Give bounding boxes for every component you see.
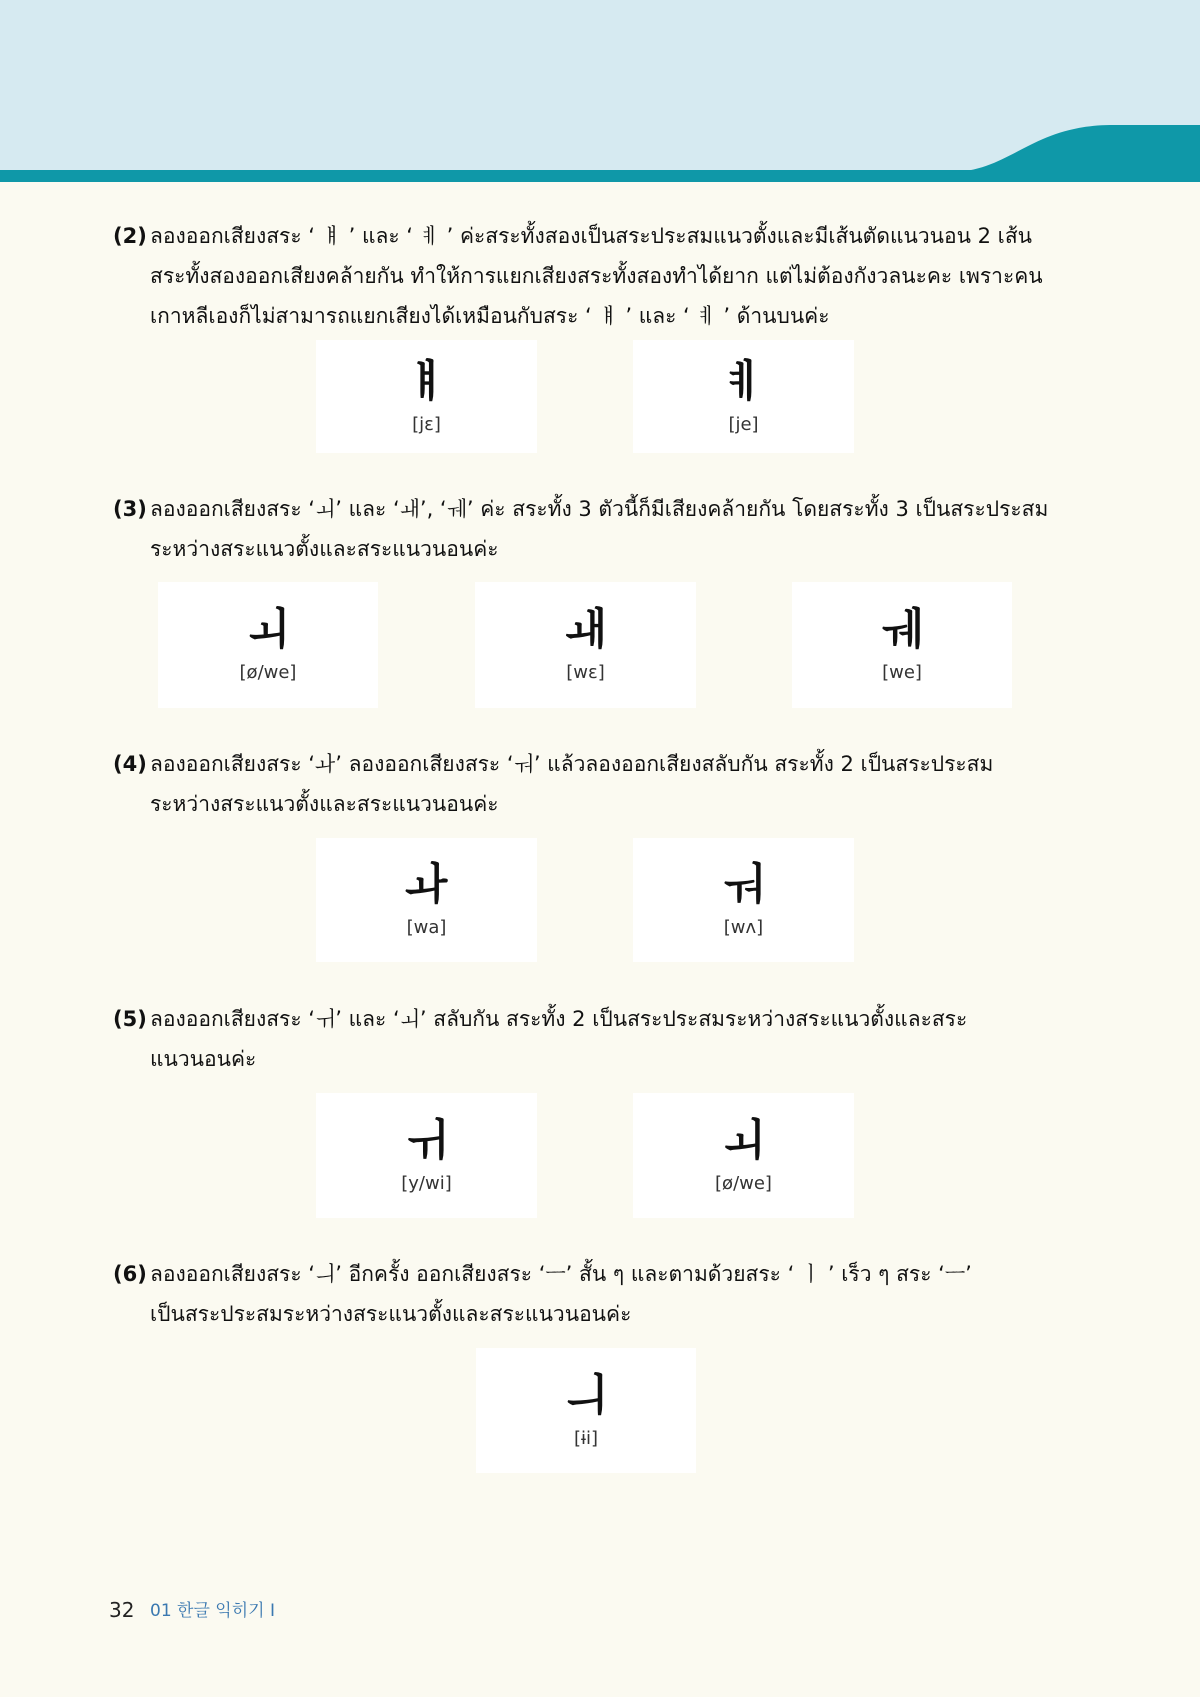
- instruction-line: เป็นสระประสมระหว่างสระแนวตั้งและสระแนวนอนค่ะ: [150, 1302, 632, 1326]
- instruction-line: ระหว่างสระแนวตั้งและสระแนวนอนค่ะ: [150, 537, 499, 561]
- vowel-glyph: ㅘ: [405, 859, 448, 910]
- ipa-label: [ø/we]: [239, 662, 297, 683]
- vowel-card: [158, 582, 378, 708]
- instruction-line: เกาหลีเองก็ไม่สามารถแยกเสียงได้เหมือนกับสระ ‘ ㅒ ’ และ ‘ ㅖ ’ ด้านบนค่ะ: [150, 304, 830, 328]
- section-number: (4): [113, 752, 147, 776]
- instruction-line: ลองออกเสียงสระ ‘ ㅒ ’ และ ‘ ㅖ ’ ค่ะสระทั้งสองเป็นสระประสมแนวตั้งและมีเส้นตัดแนวนอน 2 เส้น: [150, 224, 1033, 248]
- vowel-glyph: ㅚ: [246, 604, 290, 655]
- section-number: (6): [113, 1262, 147, 1286]
- instruction-text: [150, 216, 1160, 336]
- vowel-card: [316, 1093, 537, 1218]
- instruction-line: ลองออกเสียงสระ ‘ㅘ’ ลองออกเสียงสระ ‘ㅝ’ แล้วลองออกเสียงสลับกัน สระทั้ง 2 เป็นสระประสม: [150, 752, 994, 776]
- vowel-glyph: ㅖ: [722, 355, 765, 407]
- vowel-card: [633, 340, 854, 453]
- section-number: (5): [113, 1007, 147, 1031]
- ipa-label: [we]: [882, 662, 922, 683]
- chapter-title: 01 한글 익히기 I: [150, 1601, 275, 1621]
- instruction-line: สระทั้งสองออกเสียงคล้ายกัน ทำให้การแยกเสียงสระทั้งสองทำได้ยาก แต่ไม่ต้องกังวลนะคะ เพราะคน: [150, 264, 1043, 288]
- ipa-label: [wʌ]: [723, 917, 764, 938]
- vowel-glyph: ㅢ: [564, 1369, 608, 1421]
- vowel-card: [316, 838, 537, 962]
- instruction-line: ลองออกเสียงสระ ‘ㅢ’ อีกครั้ง ออกเสียงสระ ‘ㅡ’ สั้น ๆ และตามด้วยสระ ‘ ㅣ ’ เร็ว ๆ สระ ‘ㅡ’: [150, 1262, 972, 1286]
- vowel-glyph: ㅟ: [405, 1114, 448, 1166]
- instruction-line: ลองออกเสียงสระ ‘ㅟ’ และ ‘ㅚ’ สลับกัน สระทั้ง 2 เป็นสระประสมระหว่างสระแนวตั้งและสระ: [150, 1007, 968, 1031]
- ipa-label: [wɛ]: [566, 662, 605, 683]
- ipa-label: [je]: [728, 413, 759, 435]
- vowel-glyph: ㅝ: [722, 859, 765, 910]
- ipa-label: [ø/we]: [715, 1172, 772, 1194]
- instruction-line: ลองออกเสียงสระ ‘ㅚ’ และ ‘ㅙ’, ‘ㅞ’ ค่ะ สระทั้ง 3 ตัวนี้ก็มีเสียงคล้ายกัน โดยสระทั้ง 3 เป็นสระประสม: [150, 497, 1049, 521]
- vowel-card: [633, 1093, 854, 1218]
- instruction-text: [150, 489, 1160, 569]
- section-number: (2): [113, 224, 147, 248]
- section-number: (3): [113, 497, 147, 521]
- vowel-card: [476, 1348, 696, 1473]
- ipa-label: [jɛ]: [412, 413, 441, 435]
- instruction-text: [150, 1254, 1160, 1334]
- vowel-card: [475, 582, 696, 708]
- vowel-glyph: ㅚ: [722, 1114, 765, 1166]
- ipa-label: [ɨi]: [573, 1427, 599, 1449]
- vowel-card: [792, 582, 1012, 708]
- instruction-line: แนวนอนค่ะ: [150, 1047, 257, 1071]
- vowel-glyph: ㅙ: [564, 604, 607, 655]
- vowel-card: [316, 340, 537, 453]
- ipa-label: [wa]: [406, 917, 447, 938]
- vowel-card: [633, 838, 854, 962]
- instruction-text: [150, 999, 1160, 1079]
- vowel-glyph: ㅒ: [405, 355, 448, 407]
- page-number: 32: [109, 1598, 135, 1622]
- vowel-glyph: ㅞ: [880, 604, 924, 655]
- ipa-label: [y/wi]: [401, 1172, 452, 1194]
- header-wave-decoration: [0, 0, 1200, 182]
- instruction-line: ระหว่างสระแนวตั้งและสระแนวนอนค่ะ: [150, 792, 499, 816]
- instruction-text: [150, 744, 1160, 824]
